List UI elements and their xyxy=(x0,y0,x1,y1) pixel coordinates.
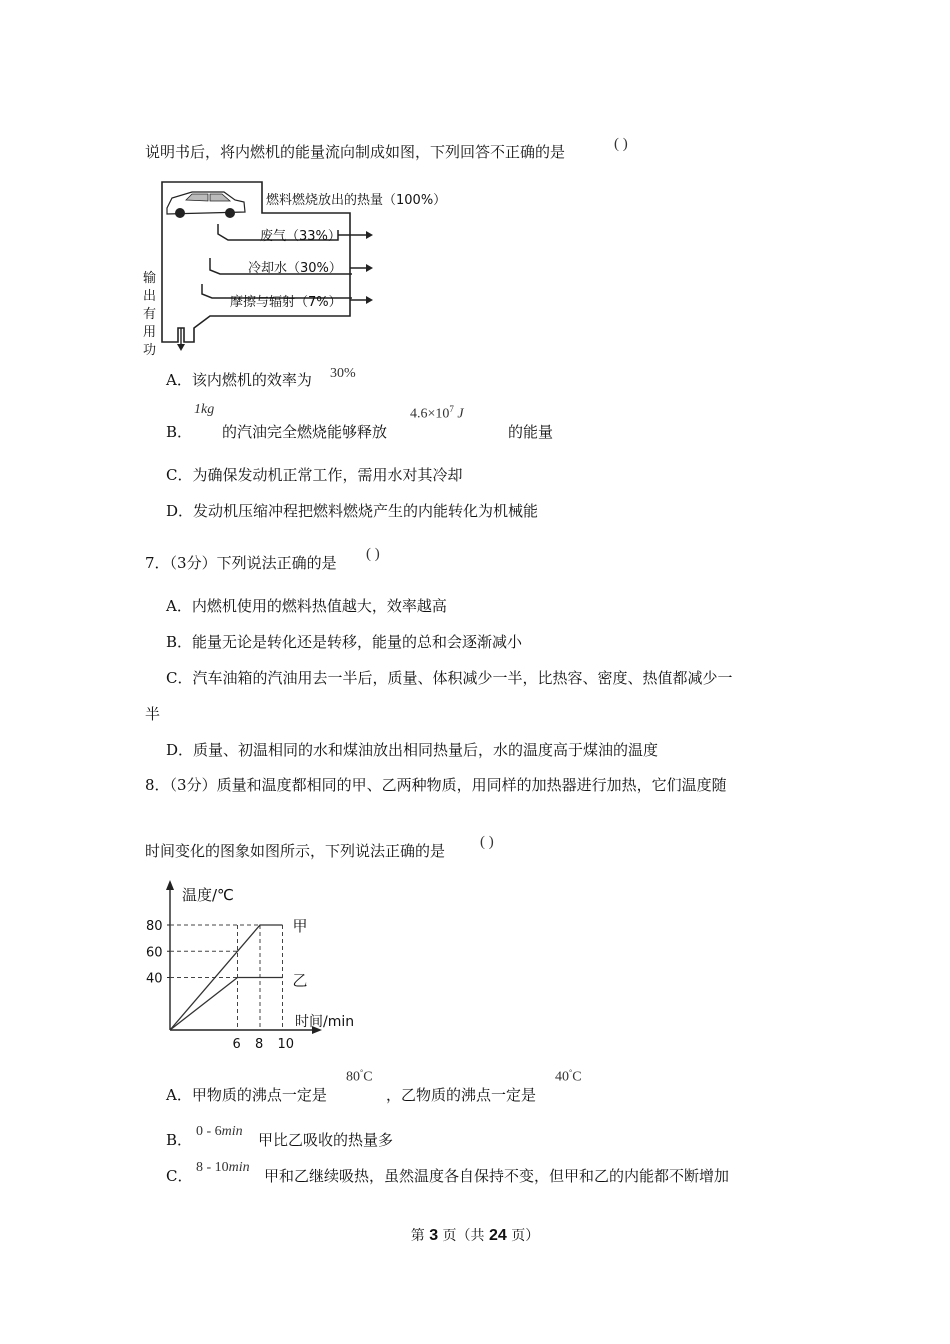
label-fuel-heat: 燃料燃烧放出的热量（100%） xyxy=(266,193,447,208)
q8-option-a-text2: ，乙物质的沸点一定是 xyxy=(386,1086,537,1104)
q7-option-c[interactable]: C．汽车油箱的汽油用去一半后，质量、体积减少一半，比热容、密度、热值都减少一 xyxy=(166,669,733,687)
y-tick-60: 60 xyxy=(146,945,163,961)
page-number: 3 xyxy=(429,1227,439,1244)
label-friction: 摩擦与辐射（7%） xyxy=(230,295,342,310)
y-tick-40: 40 xyxy=(146,971,163,987)
car-icon xyxy=(167,192,245,218)
q6-option-b-math2: $4.6\times 10^7$ J xyxy=(410,404,464,422)
y-axis-arrow xyxy=(166,880,174,890)
y-tick-80: 80 xyxy=(146,919,163,934)
q6-option-b[interactable]: B． xyxy=(166,423,193,441)
q6-option-c[interactable]: C．为确保发动机正常工作，需用水对其冷却 xyxy=(166,466,463,484)
q6-stem-text: 说明书后，将内燃机的能量流向制成如图，下列回答不正确的是 xyxy=(145,143,566,161)
q8-option-b-text: 甲比乙吸收的热量多 xyxy=(258,1131,394,1149)
energy-flow-diagram xyxy=(140,178,447,358)
arrow-friction xyxy=(350,296,373,304)
series-label-jia: 甲 xyxy=(292,917,308,935)
label-output-1: 输 xyxy=(143,271,157,286)
x-axis-label: 时间/min xyxy=(295,1014,355,1030)
label-output-2: 出 xyxy=(143,289,157,304)
q7-option-a[interactable]: A．内燃机使用的燃料热值越大，效率越高 xyxy=(166,597,447,615)
label-exhaust: 废气（33%） xyxy=(260,229,341,244)
series-line-1 xyxy=(170,978,283,1031)
series-label-yi: 乙 xyxy=(292,971,308,990)
q6-option-d[interactable]: D．发动机压缩冲程把燃料燃烧产生的内能转化为机械能 xyxy=(166,502,539,520)
q6-option-b-text2: 的能量 xyxy=(508,423,554,441)
label-output-5: 功 xyxy=(143,343,157,358)
q8-option-c-math: 8 - 10min xyxy=(196,1160,250,1175)
label-cooling: 冷却水（30%） xyxy=(248,261,342,276)
x-tick-6: 6 xyxy=(232,1037,241,1052)
q6-answer-blank: ( ) xyxy=(614,136,628,152)
q7-option-d[interactable]: D．质量、初温相同的水和煤油放出相同热量后，水的温度高于煤油的温度 xyxy=(166,741,659,759)
q6-option-a-math: 30% xyxy=(330,366,356,381)
q8-stem-line1: 8．（3分）质量和温度都相同的甲、乙两种物质，用同样的加热器进行加热，它们温度随 xyxy=(145,776,727,794)
q7-option-c-continued: 半 xyxy=(145,705,161,723)
temperature-time-chart xyxy=(140,878,380,1058)
q8-option-a-math2: 40°C xyxy=(555,1068,582,1085)
y-axis-label: 温度/℃ xyxy=(182,886,234,904)
label-output-3: 有 xyxy=(143,307,157,322)
q8-option-c-text: 甲和乙继续吸热，虽然温度各自保持不变，但甲和乙的内能都不断增加 xyxy=(264,1167,730,1185)
q8-answer-blank: ( ) xyxy=(480,834,494,850)
arrow-cooling xyxy=(350,264,373,272)
q8-stem-line2: 时间变化的图象如图所示，下列说法正确的是 xyxy=(145,842,446,860)
q7-stem: 7．（3分）下列说法正确的是 xyxy=(145,554,337,572)
page-total: 24 xyxy=(489,1227,507,1244)
page-footer: 第 3 页（共 24 页） xyxy=(410,1227,540,1244)
q8-option-c[interactable]: C． xyxy=(166,1167,193,1185)
q8-option-b[interactable]: B． xyxy=(166,1131,193,1149)
label-output-4: 用 xyxy=(143,325,157,340)
q6-option-b-math1: 1kg xyxy=(194,402,215,417)
chart-ticks xyxy=(146,919,294,1052)
q6-option-a[interactable]: A．该内燃机的效率为 xyxy=(166,371,312,389)
q8-option-a-math1: 80°C xyxy=(346,1068,373,1085)
x-tick-8: 8 xyxy=(255,1037,264,1052)
q7-answer-blank: ( ) xyxy=(366,546,380,562)
q6-option-b-text1: 的汽油完全燃烧能够释放 xyxy=(222,423,388,441)
arrow-exhaust xyxy=(338,231,373,239)
x-tick-10: 10 xyxy=(277,1037,295,1052)
q8-option-b-math: 0 - 6min xyxy=(196,1124,243,1139)
q8-option-a[interactable]: A．甲物质的沸点一定是 xyxy=(166,1086,327,1104)
q6-stem xyxy=(145,142,565,162)
q7-option-b[interactable]: B．能量无论是转化还是转移，能量的总和会逐渐减小 xyxy=(166,633,523,651)
